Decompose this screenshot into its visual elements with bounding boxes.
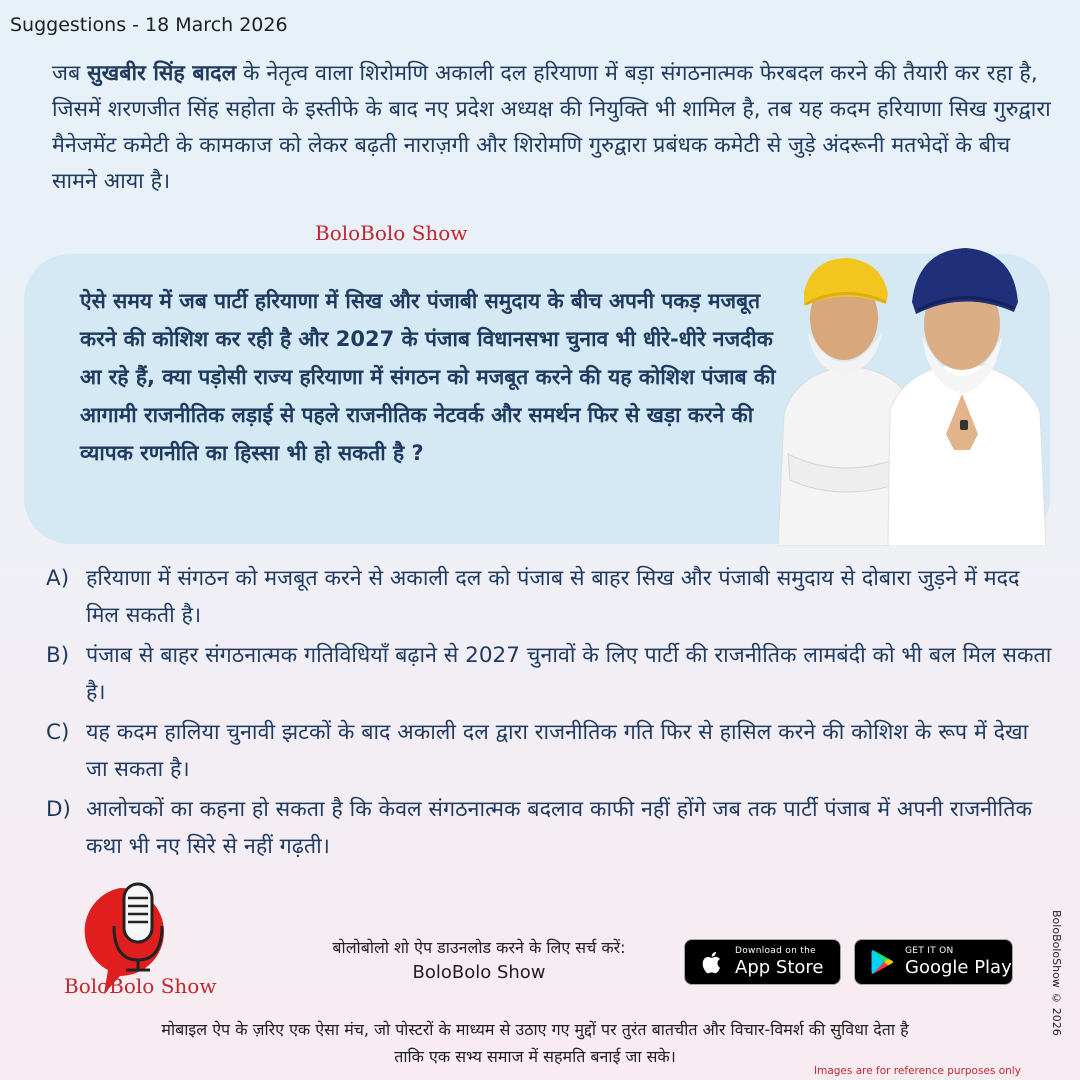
intro-paragraph xyxy=(52,56,1052,200)
option-text: पंजाब से बाहर संगठनात्मक गतिविधियाँ बढ़ाने से 2027 चुनावों के लिए पार्टी की राजनीतिक लामबंदी को भी बल मिल सकता है। xyxy=(86,643,1052,705)
google-play-big-text: Google Play xyxy=(905,957,1012,978)
header-date: Suggestions - 18 March 2026 xyxy=(10,14,288,36)
option-text: हरियाणा में संगठन को मजबूत करने से अकाली दल को पंजाब से बाहर सिख और पंजाबी समुदाय से दोबारा जुड़ने में मदद मिल सकती है। xyxy=(86,566,1020,628)
option-letter: A) xyxy=(46,566,70,591)
right-person-figure xyxy=(888,248,1046,546)
footer-line-2: ताकि एक सभ्य समाज में सहमति बनाई जा सके। xyxy=(394,1047,676,1066)
download-app-name: BoloBolo Show xyxy=(412,962,546,983)
question-text: ऐसे समय में जब पार्टी हरियाणा में सिख और पंजाबी समुदाय के बीच अपनी पकड़ मजबूत करने की कोशिश कर रही है और 2027 के पंजाब विधानसभा चुनाव भी धीरे-धीरे नजदीक आ रहे हैं, क्या पड़ोसी राज्य हरियाणा में संगठन को मजबूत करने की यह कोशिश पंजाब की आगामी राजनीतिक लड़ाई से पहले राजनीतिक नेटवर्क और समर्थन फिर से खड़ा करने की व्यापक रणनीति का हिस्सा भी हो सकती है ? xyxy=(80,289,776,465)
option-a[interactable] xyxy=(46,560,1056,634)
option-c[interactable] xyxy=(46,714,1056,788)
option-d[interactable] xyxy=(46,791,1056,865)
footer-line-1: मोबाइल ऐप के ज़रिए एक ऐसा मंच, जो पोस्टरों के माध्यम से उठाए गए मुद्दों पर तुरंत बातचीत और विचार-विमर्श की सुविधा देता है xyxy=(161,1020,909,1039)
download-instruction: बोलोबोलो शो ऐप डाउनलोड करने के लिए सर्च करें: xyxy=(332,938,626,957)
brand-watermark: BoloBolo Show xyxy=(315,221,468,245)
option-b[interactable] xyxy=(46,637,1056,711)
intro-text-start: जब xyxy=(52,61,88,86)
intro-text-rest: के नेतृत्व वाला शिरोमणि अकाली दल हरियाणा में बड़ा संगठनात्मक फेरबदल करने की तैयारी कर रहा है, जिसमें शरणजीत सिंह सहोता के इस्तीफे के बाद नए प्रदेश अध्यक्ष की नियुक्ति भी शामिल है, तब यह कदम हरियाणा सिख गुरुद्वारा मैनेजमेंट कमेटी के कामकाज को लेकर बढ़ती नाराज़गी और शिरोमणि गुरुद्वारा प्रबंधक कमेटी से जुड़े अंदरूनी मतभेदों के बीच सामने आया है। xyxy=(52,61,1051,194)
app-store-big-text: App Store xyxy=(735,957,824,978)
google-play-badge[interactable] xyxy=(854,939,1013,985)
disclaimer-text: Images are for reference purposes only xyxy=(814,1065,1021,1077)
option-text: आलोचकों का कहना हो सकता है कि केवल संगठनात्मक बदलाव काफी नहीं होंगे जब तक पार्टी पंजाब में अपनी राजनीतिक कथा भी नए सिरे से नहीं गढ़ती। xyxy=(86,797,1033,859)
google-play-small-text: GET IT ON xyxy=(905,946,954,956)
footer-description xyxy=(30,1016,1040,1070)
option-letter: B) xyxy=(46,643,70,668)
apple-icon xyxy=(697,947,727,977)
leaders-photo xyxy=(778,244,1050,546)
logo-label: BoloBolo Show xyxy=(64,974,217,998)
option-letter: D) xyxy=(46,797,71,822)
intro-leader-name: सुखबीर सिंह बादल xyxy=(87,61,237,86)
option-text: यह कदम हालिया चुनावी झटकों के बाद अकाली दल द्वारा राजनीतिक गति फिर से हासिल करने की कोशिश के रूप में देखा जा सकता है। xyxy=(86,720,1029,782)
option-letter: C) xyxy=(46,720,70,745)
app-store-badge[interactable] xyxy=(684,939,841,985)
copyright-text: BoloBoloShow © 2026 xyxy=(1050,910,1063,1036)
options-list xyxy=(46,560,1056,868)
google-play-icon xyxy=(867,947,897,977)
app-store-small-text: Download on the xyxy=(735,946,816,956)
